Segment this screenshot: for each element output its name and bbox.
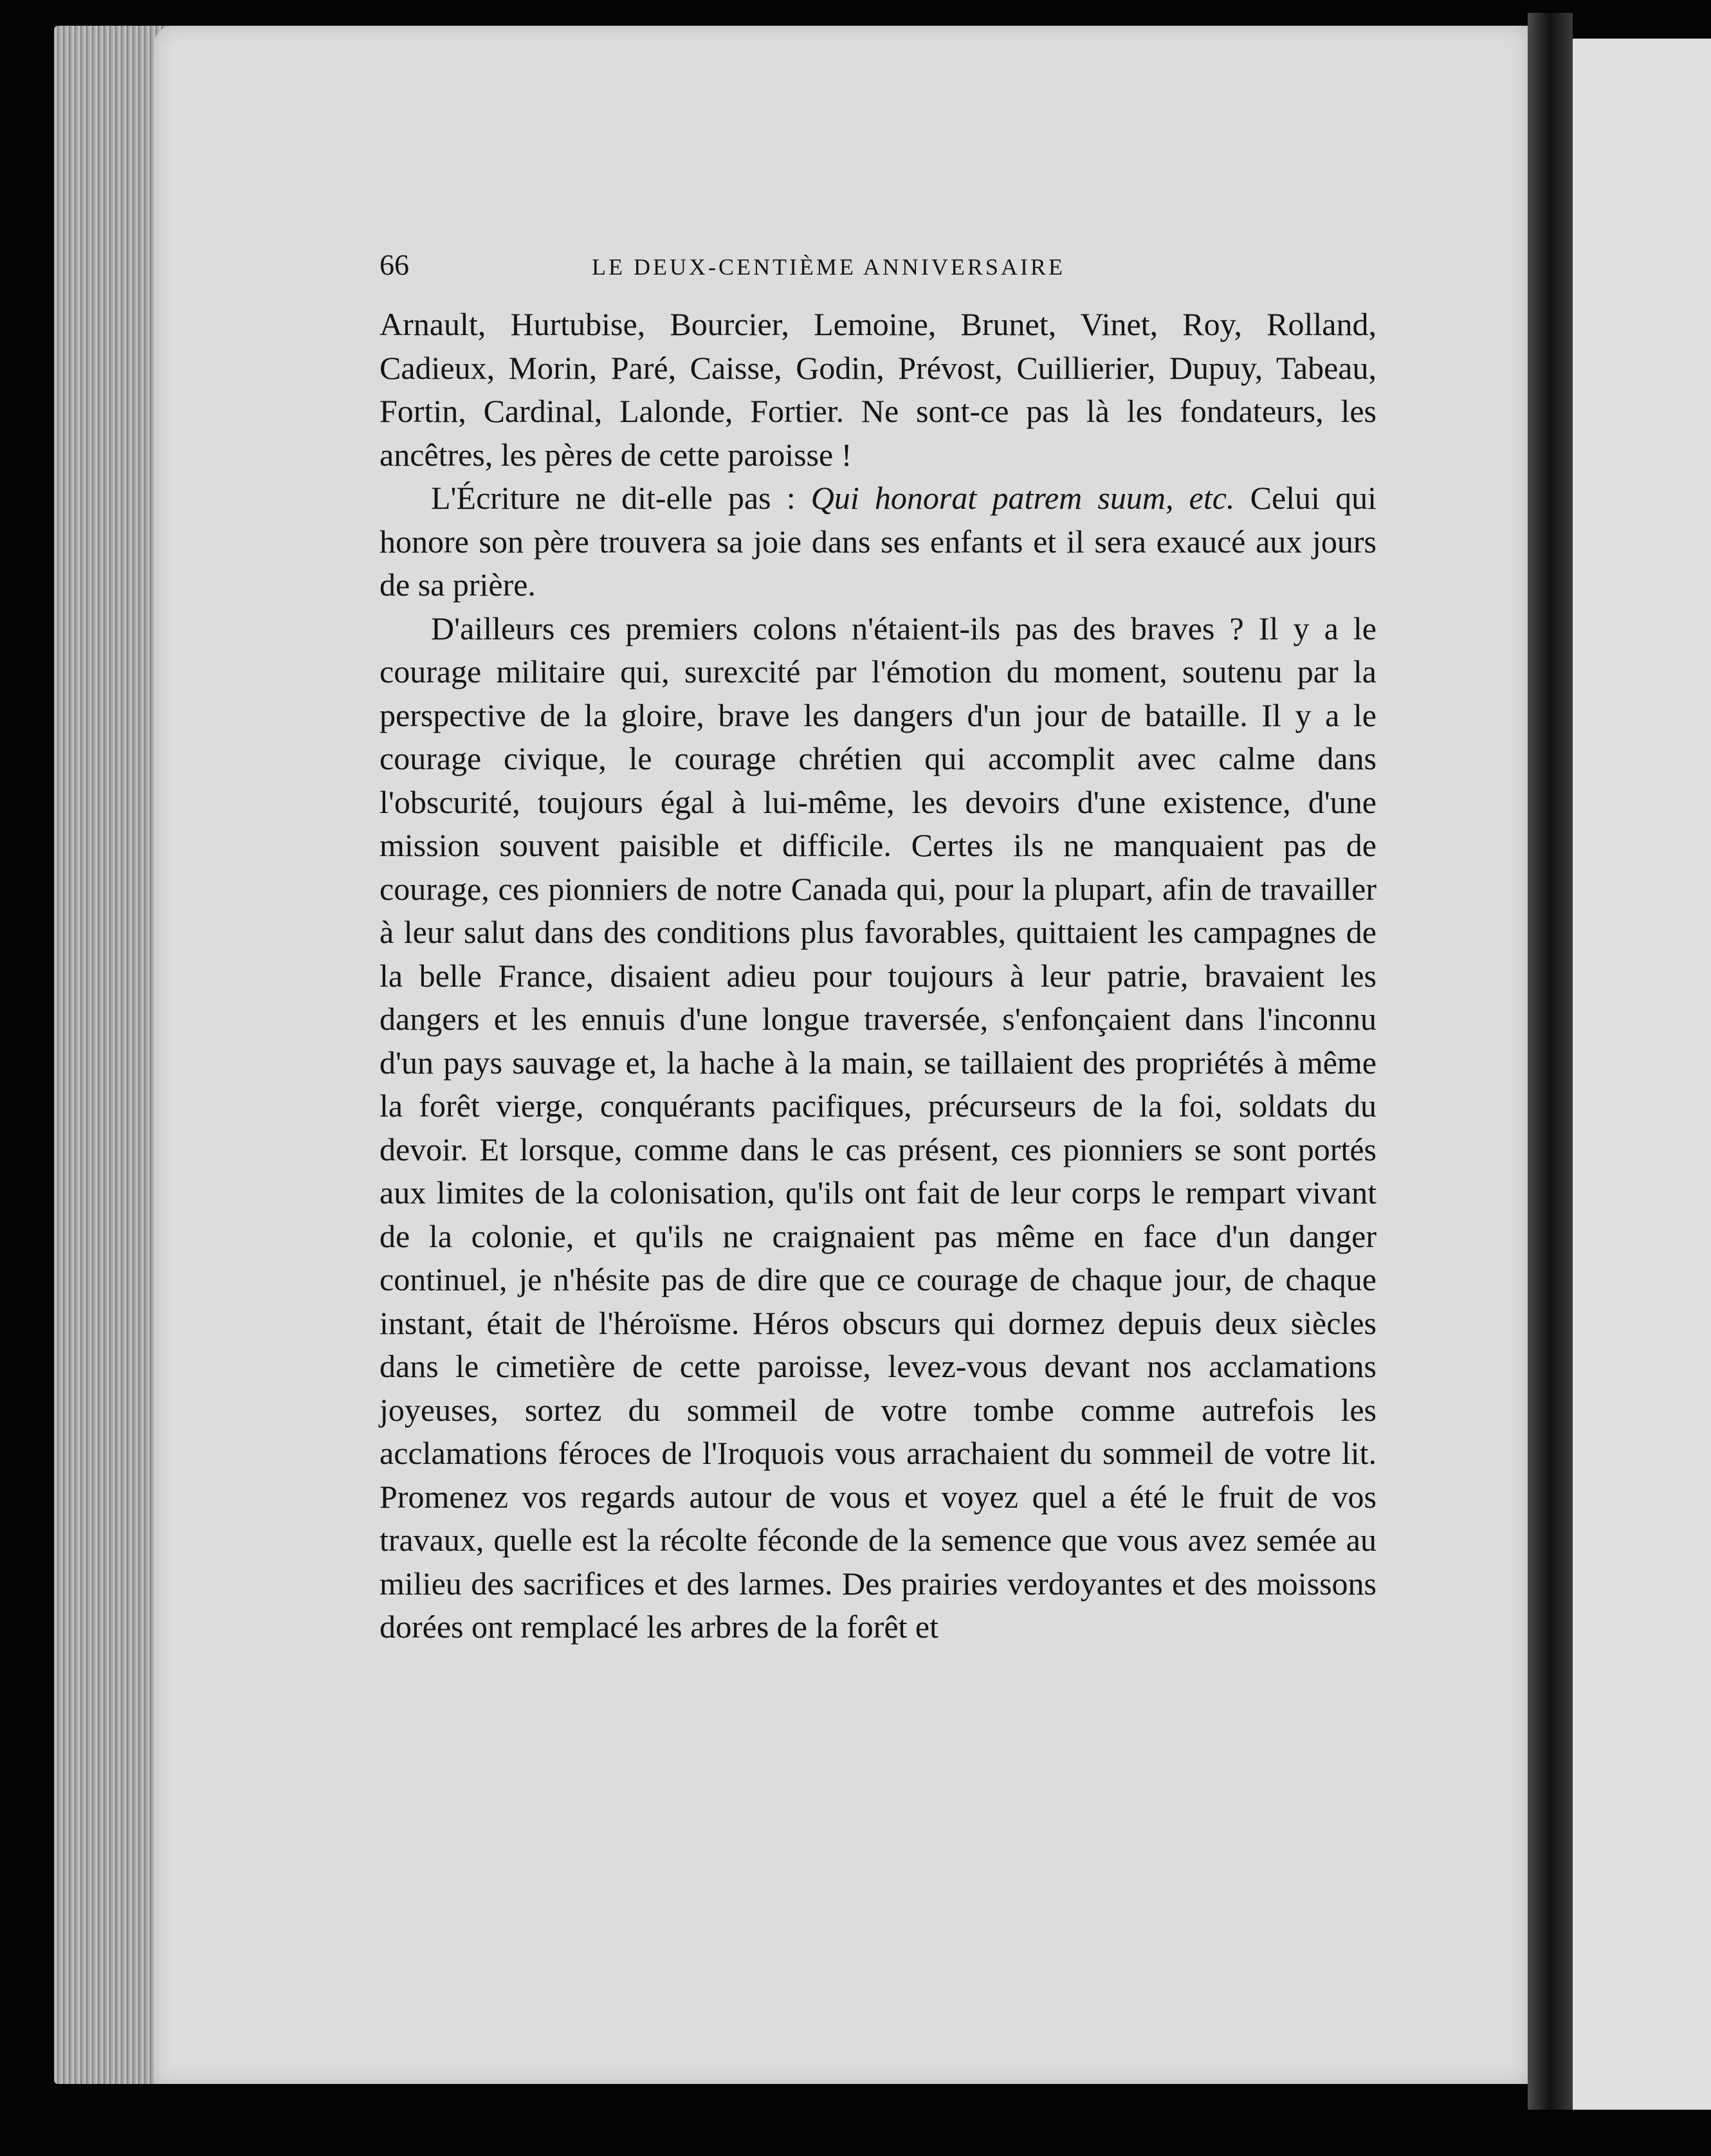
paragraph-lead: L'Écriture ne dit-elle pas : [431,480,811,516]
book-gutter [1528,13,1573,2110]
running-title: LE DEUX-CENTIÈME ANNIVERSAIRE [592,254,1065,280]
running-head [380,248,1377,299]
latin-quotation: Qui honorat patrem suum, etc. [810,480,1235,516]
body-text [380,303,1377,1649]
paragraph-names: Arnault, Hurtubise, Bourcier, Lemoine, Brunet, Vinet, Roy, Rolland, Cadieux, Morin, Paré, Caisse, Godin, Prévost, Cuillierier, Dupuy, Tabeau, Fortin, Cardinal, Lalonde, Fortier. Ne sont-ce pas là les fondateurs, les ancêtres, les pères de cette paroisse ! [380,306,1377,473]
facing-page [1573,39,1711,2110]
paragraph-continuation: Celui qui honore son père trouvera sa joie dans ses enfants et il sera exaucé aux jours de sa prière. [380,480,1377,603]
page-number: 66 [380,248,409,281]
page-text-block [380,248,1377,1649]
paragraph-ecriture [380,477,1377,607]
paragraph-courage: D'ailleurs ces premiers colons n'étaient-ils pas des braves ? Il y a le courage militaire qui, surexcité par l'émotion du moment, soutenu par la perspective de la gloire, brave les dangers d'un jour de bataille. Il y a le courage civique, le courage chrétien qui accomplit avec calme dans l'obscurité, toujours égal à lui-même, les devoirs d'une existence, d'une mission souvent paisible et difficile. Certes ils ne manquaient pas de courage, ces pionniers de notre Canada qui, pour la plupart, afin de travailler à leur salut dans des conditions plus favorables, quittaient les campagnes de la belle France, disaient adieu pour toujours à leur patrie, bravaient les dangers et les ennuis d'une longue traversée, s'enfonçaient dans l'inconnu d'un pays sauvage et, la hache à la main, se taillaient des propriétés à même la forêt vierge, conquérants pacifiques, précurseurs de la foi, soldats du devoir. Et lorsque, comme dans le cas présent, ces pionniers se sont portés aux limites de la colonisation, qu'ils ont fait de leur corps le rempart vivant de la colonie, et qu'ils ne craignaient pas même en face d'un danger continuel, je n'hésite pas de dire que ce courage de chaque jour, de chaque instant, était de l'héroïsme. Héros obscurs qui dormez depuis deux siècles dans le cimetière de cette paroisse, levez-vous devant nos acclamations joyeuses, sortez du sommeil de votre tombe comme autrefois les acclamations féroces de l'Iroquois vous arrachaient du sommeil de votre lit. Promenez vos regards autour de vous et voyez quel a été le fruit de vos travaux, quelle est la récolte féconde de la semence que vous avez semée au milieu des sacrifices et des larmes. Des prairies verdoyantes et des moissons dorées ont remplacé les arbres de la forêt et [380,610,1377,1645]
